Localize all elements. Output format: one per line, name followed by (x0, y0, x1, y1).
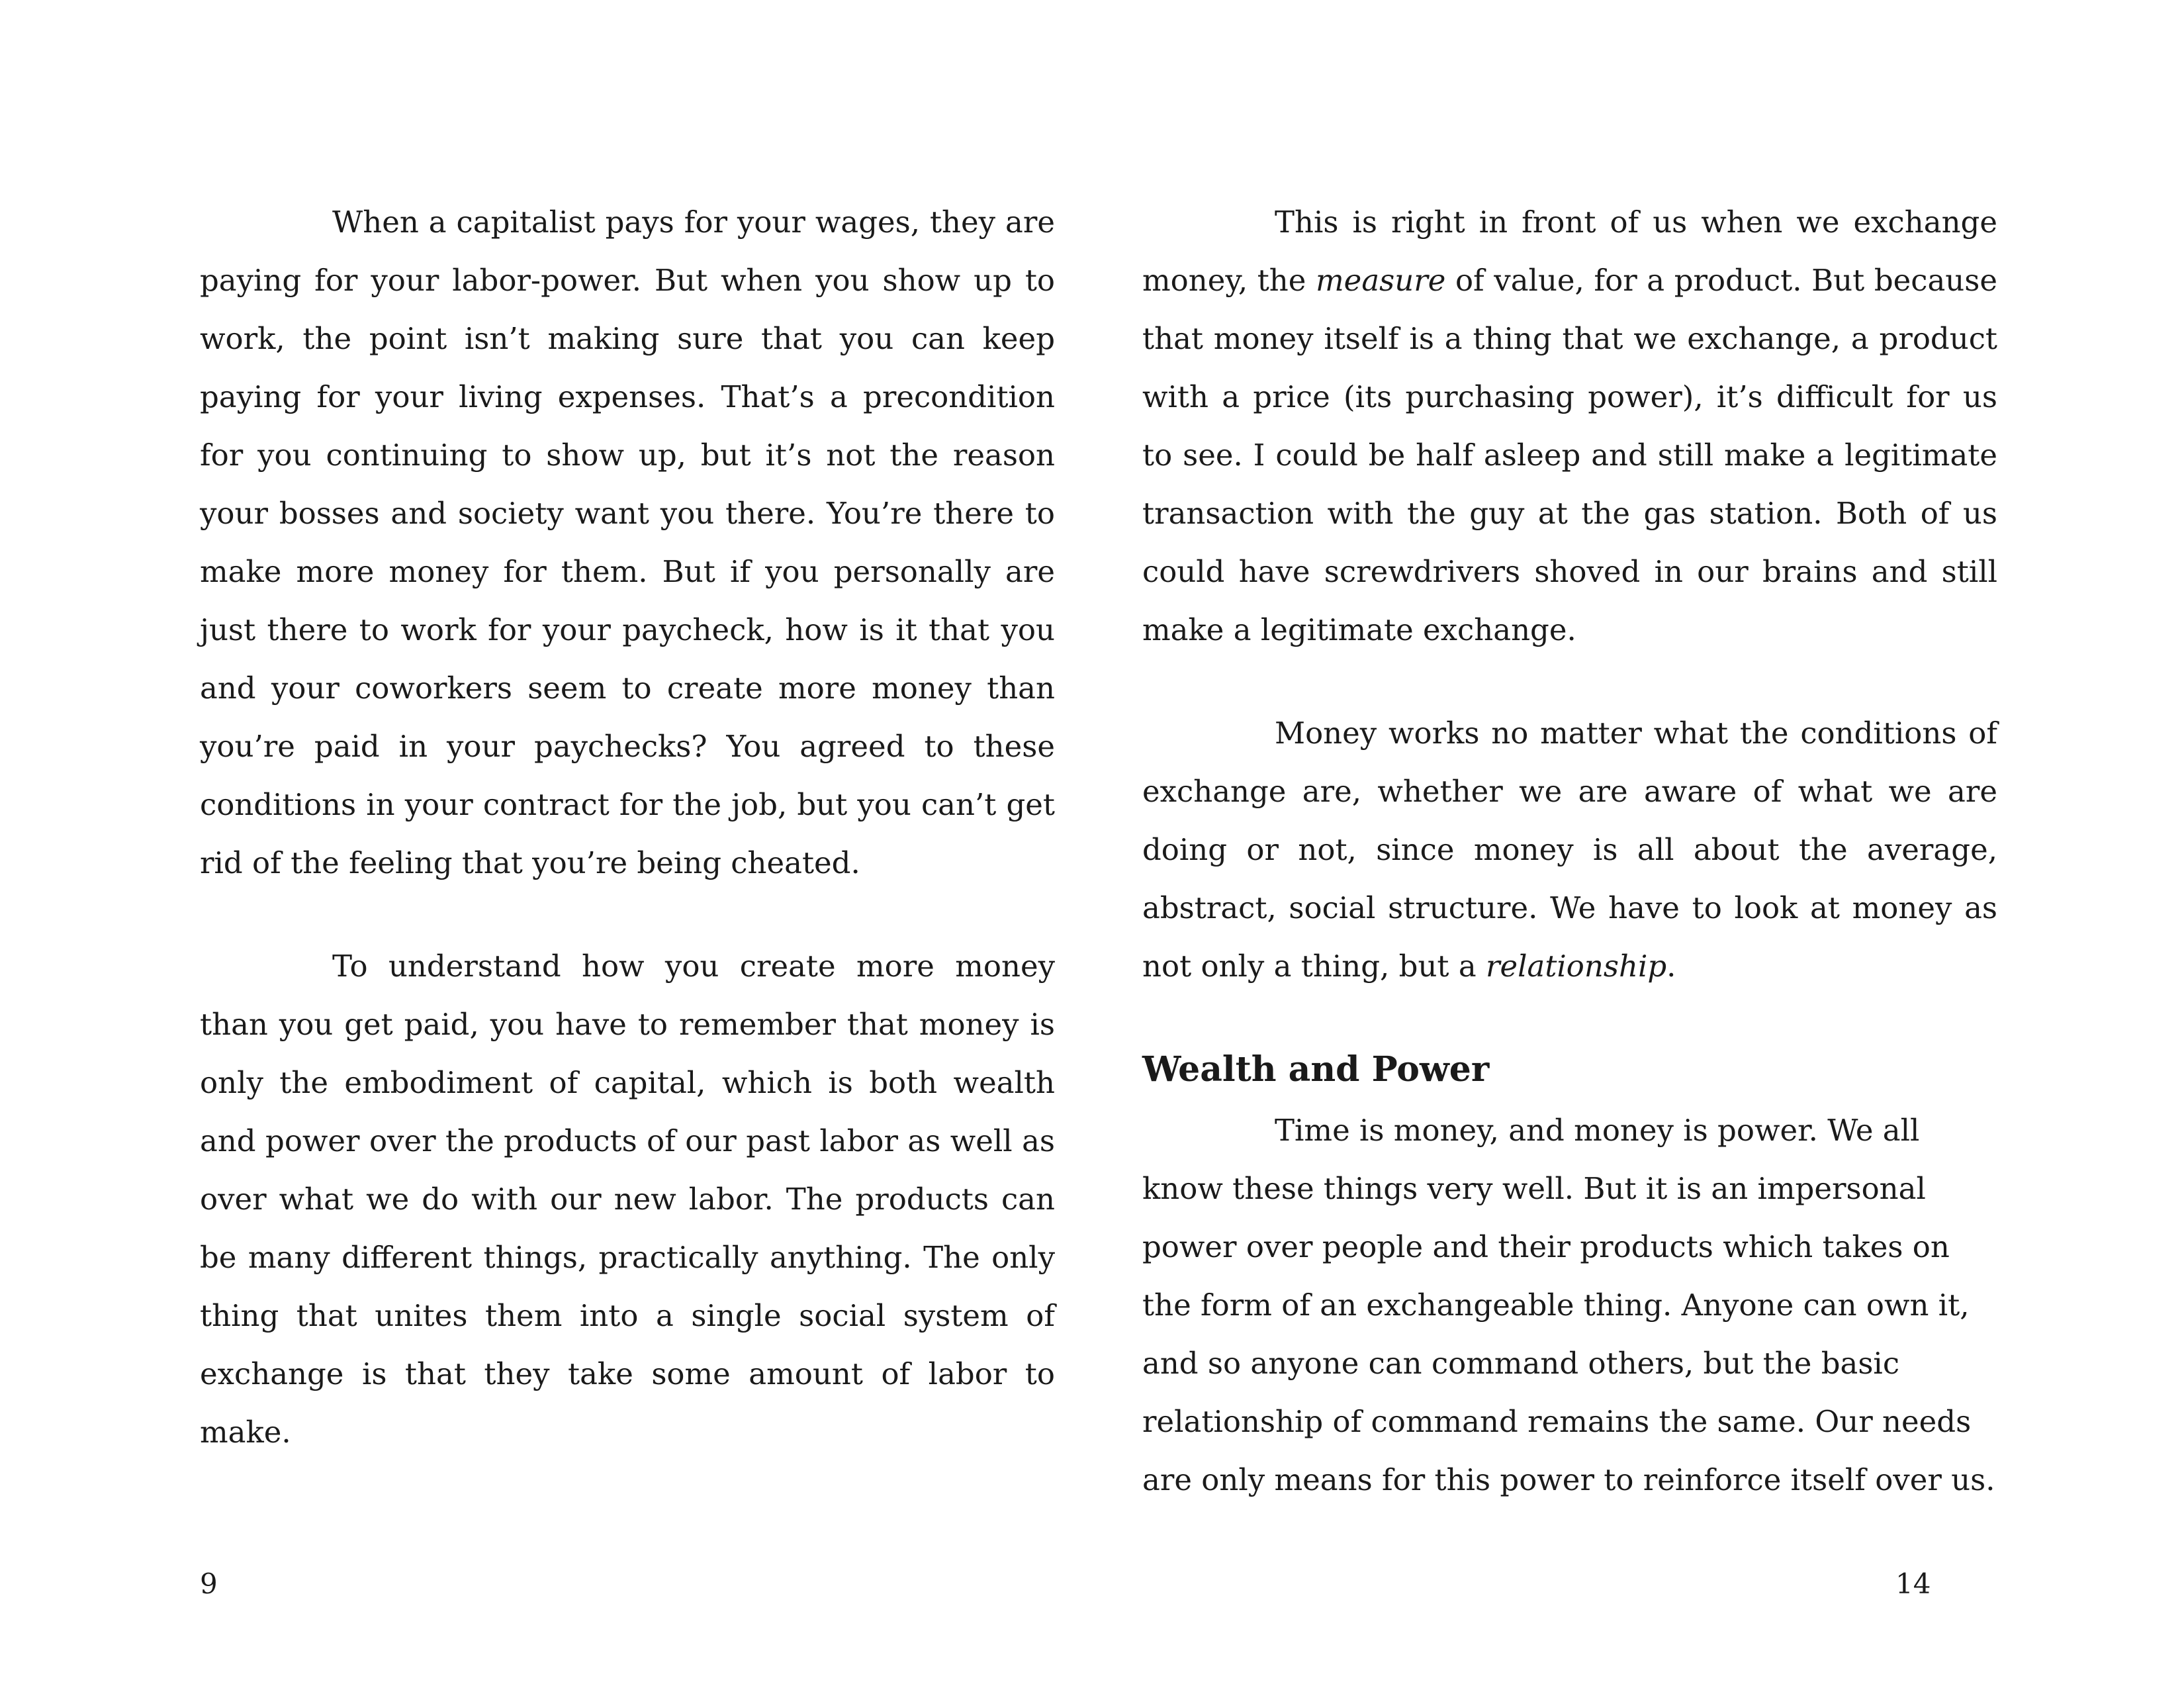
right-paragraph-3: Time is money, and money is power. We all know these things very well. But it is an impersonal power over people and their products which takes on the form of an exchangeable thing. Anyone can own it, and so anyone can command others, but the basic relationship of command remains the same. Our needs are only means for this power to reinforce itself over us. (1142, 1113, 1995, 1497)
left-paragraph-2: To understand how you create more money than you get paid, you have to remember that money is only the embodiment of capital, which is both wealth and power over the products of our past labor as well as over what we do with our new labor. The products can be many different things, practically anything. The only thing that unites them into a single social system of exchange is that they take some amount of labor to make. (200, 949, 1055, 1450)
emphasis-relationship: relationship (1485, 949, 1667, 984)
emphasis-measure: measure (1316, 263, 1446, 298)
page-number-right: 14 (1895, 1568, 1931, 1600)
left-paragraph-1: When a capitalist pays for your wages, they are paying for your labor-power. But when you show up to work, the point isn’t making sure that you can keep paying for your living expenses. That’s a precondition for you continuing to show up, but it’s not the reason your bosses and society want you there. You’re there to make more money for them. But if you personally are just there to work for your paycheck, how is it that you and your coworkers seem to create more money than you’re paid in your paychecks? You agreed to these conditions in your contract for the job, but you can’t get rid of the feeling that you’re being cheated. (200, 205, 1055, 880)
right-paragraph-2-text-end: . (1666, 949, 1676, 984)
left-page-column (200, 193, 1055, 1462)
right-paragraph-1-text-end: of value, for a product. But because that money itself is a thing that we exchange, a product with a price (its purchasing power), it’s difficult for us to see. I could be half asleep and still make a legitimate transaction with the guy at the gas station. Both of us could have screwdrivers shoved in our brains and still make a legitimate exchange. (1142, 263, 1998, 647)
right-paragraph-2 (1142, 704, 1997, 996)
page-number-left: 9 (200, 1568, 218, 1600)
right-paragraph-1 (1142, 193, 1997, 659)
right-page-column (1142, 193, 1997, 1509)
right-paragraph-2-text-start: Money works no matter what the conditions of exchange are, whether we are aware of what we are doing or not, since money is all about the average, abstract, social structure. We have to look at money as not only a thing, but a (1142, 716, 1997, 984)
right-paragraph-1-text-start: This is right in front of us when we exchange money, the (1142, 205, 1997, 298)
section-heading: Wealth and Power (1142, 1049, 1490, 1090)
